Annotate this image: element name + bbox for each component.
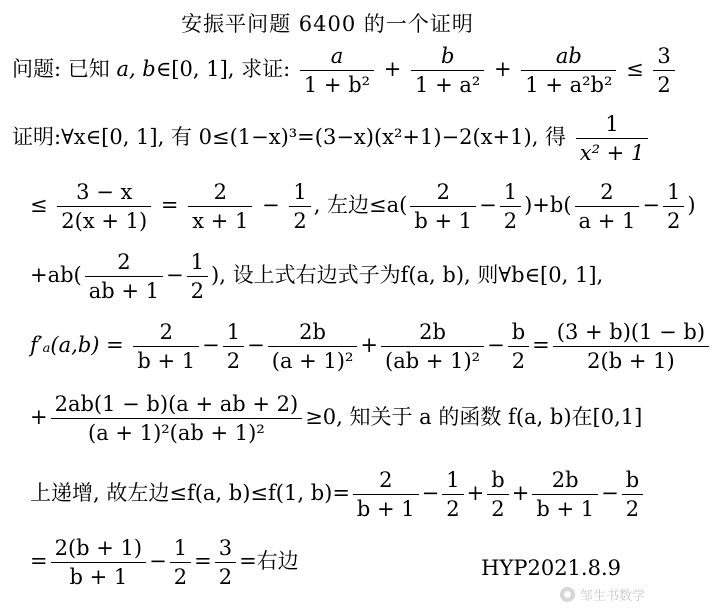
operator: = <box>30 549 48 573</box>
problem-label: 问题: 已知 <box>12 57 117 81</box>
fraction: $\frac{2}{b + 1}$ <box>353 468 419 521</box>
text: +ab( <box>30 263 82 287</box>
operator: + <box>493 57 512 81</box>
operator: − <box>166 263 184 287</box>
derivative-lhs: f′ₐ(a,b) = <box>30 333 124 357</box>
proof-statement: ∀x∈[0, 1], 有 0≤(1−x)³=(3−x)(x²+1)−2(x+1), 得 <box>61 125 567 149</box>
text: 上递增, 故左边≤f(a, b)≤f(1, b)= <box>30 481 350 505</box>
operator: − <box>262 193 280 217</box>
fraction: $\frac{1}{2}$ <box>500 180 521 233</box>
problem-condition: ∈[0, 1], 求证: <box>155 57 291 81</box>
fraction: $\frac{2}{x + 1}$ <box>188 180 252 233</box>
fraction-a-over-1-b2: $\frac{a}{\text{1 + b²}}$ <box>300 44 374 97</box>
fraction: $\frac{3}{2}$ <box>215 536 236 589</box>
proof-line-8 <box>30 536 299 589</box>
fraction: $\frac{1}{2}$ <box>663 180 684 233</box>
problem-vars: a, b <box>116 57 156 81</box>
proof-line-6 <box>30 392 642 445</box>
fraction: $\frac{2(b + 1)}{b + 1}$ <box>51 536 147 589</box>
operator: = <box>532 333 550 357</box>
text: )+b( <box>524 193 572 217</box>
operator: ≤ <box>30 193 48 217</box>
page-title: 安振平问题 6400 的一个证明 <box>181 12 474 36</box>
fraction: $\frac{b}{2}$ <box>487 468 508 521</box>
fraction: $\frac{2b}{\text{(a + 1)²}}$ <box>268 320 358 373</box>
text: =右边 <box>239 549 299 573</box>
fraction-1-over-x2-1: $\frac{1}{\text{x² + 1}}$ <box>576 112 649 165</box>
fraction: $\frac{2b}{b + 1}$ <box>532 468 598 521</box>
fraction-3-over-2: $\frac{3}{2}$ <box>653 44 674 97</box>
fraction-ab-over-1-a2b2: $\frac{ab}{\text{1 + a²b²}}$ <box>521 44 616 97</box>
operator: − <box>421 481 440 505</box>
proof-line <box>12 112 651 165</box>
fraction-b-over-1-a2: $\frac{b}{\text{1 + a²}}$ <box>411 44 484 97</box>
wechat-icon <box>560 587 575 602</box>
text: , 左边≤a( <box>313 193 408 217</box>
proof-line-3 <box>30 180 696 233</box>
text: ) <box>687 193 696 217</box>
fraction: $\frac{2}{b + 1}$ <box>410 180 476 233</box>
fraction: $\frac{2ab(1 - b)(a + ab + 2)}{\text{(a + 1)²(ab + 1)²}}$ <box>51 392 303 445</box>
proof-line-7 <box>30 468 646 521</box>
fraction: $\frac{2}{b + 1}$ <box>133 320 199 373</box>
operator: + <box>30 405 48 429</box>
operator: − <box>202 333 220 357</box>
operator: − <box>149 549 167 573</box>
fraction: $\frac{2}{ab + 1}$ <box>85 250 163 303</box>
operator: − <box>479 193 497 217</box>
operator: − <box>601 481 619 505</box>
operator: − <box>642 193 660 217</box>
proof-line-4 <box>30 250 603 303</box>
operator: + <box>360 333 379 357</box>
proof-line-5 <box>30 320 712 373</box>
fraction: $\frac{1}{2}$ <box>223 320 244 373</box>
operator: − <box>247 333 265 357</box>
fraction: $\frac{1}{2}$ <box>170 536 191 589</box>
fraction: $\frac{1}{2}$ <box>442 468 463 521</box>
proof-label: 证明: <box>12 125 62 149</box>
watermark <box>560 585 645 604</box>
signature: HYP2021.8.9 <box>481 556 621 580</box>
fraction: $\frac{2b}{\text{(ab + 1)²}}$ <box>381 320 484 373</box>
text: ≥0, 知关于 a 的函数 f(a, b)在[0,1] <box>305 405 643 429</box>
fraction: $\frac{1}{2}$ <box>289 180 310 233</box>
fraction: $\frac{b}{2}$ <box>508 320 529 373</box>
fraction: $\frac{(3 + b)(1 - b)}{2(b + 1)}$ <box>553 320 709 373</box>
fraction: $\frac{3 - x}{2(x + 1)}$ <box>57 180 151 233</box>
watermark-text: 邹生书数学 <box>579 589 645 604</box>
text: ), 设上式右边式子为f(a, b), 则∀b∈[0, 1], <box>211 263 604 287</box>
operator: − <box>487 333 505 357</box>
operator: ≤ <box>626 57 644 81</box>
operator: + <box>511 481 530 505</box>
fraction: $\frac{1}{2}$ <box>187 250 208 303</box>
problem-line <box>12 44 678 97</box>
operator: = <box>160 193 179 217</box>
operator: + <box>466 481 485 505</box>
operator: = <box>194 549 212 573</box>
fraction: $\frac{b}{2}$ <box>622 468 643 521</box>
operator: + <box>383 57 402 81</box>
fraction: $\frac{2}{a + 1}$ <box>575 180 640 233</box>
